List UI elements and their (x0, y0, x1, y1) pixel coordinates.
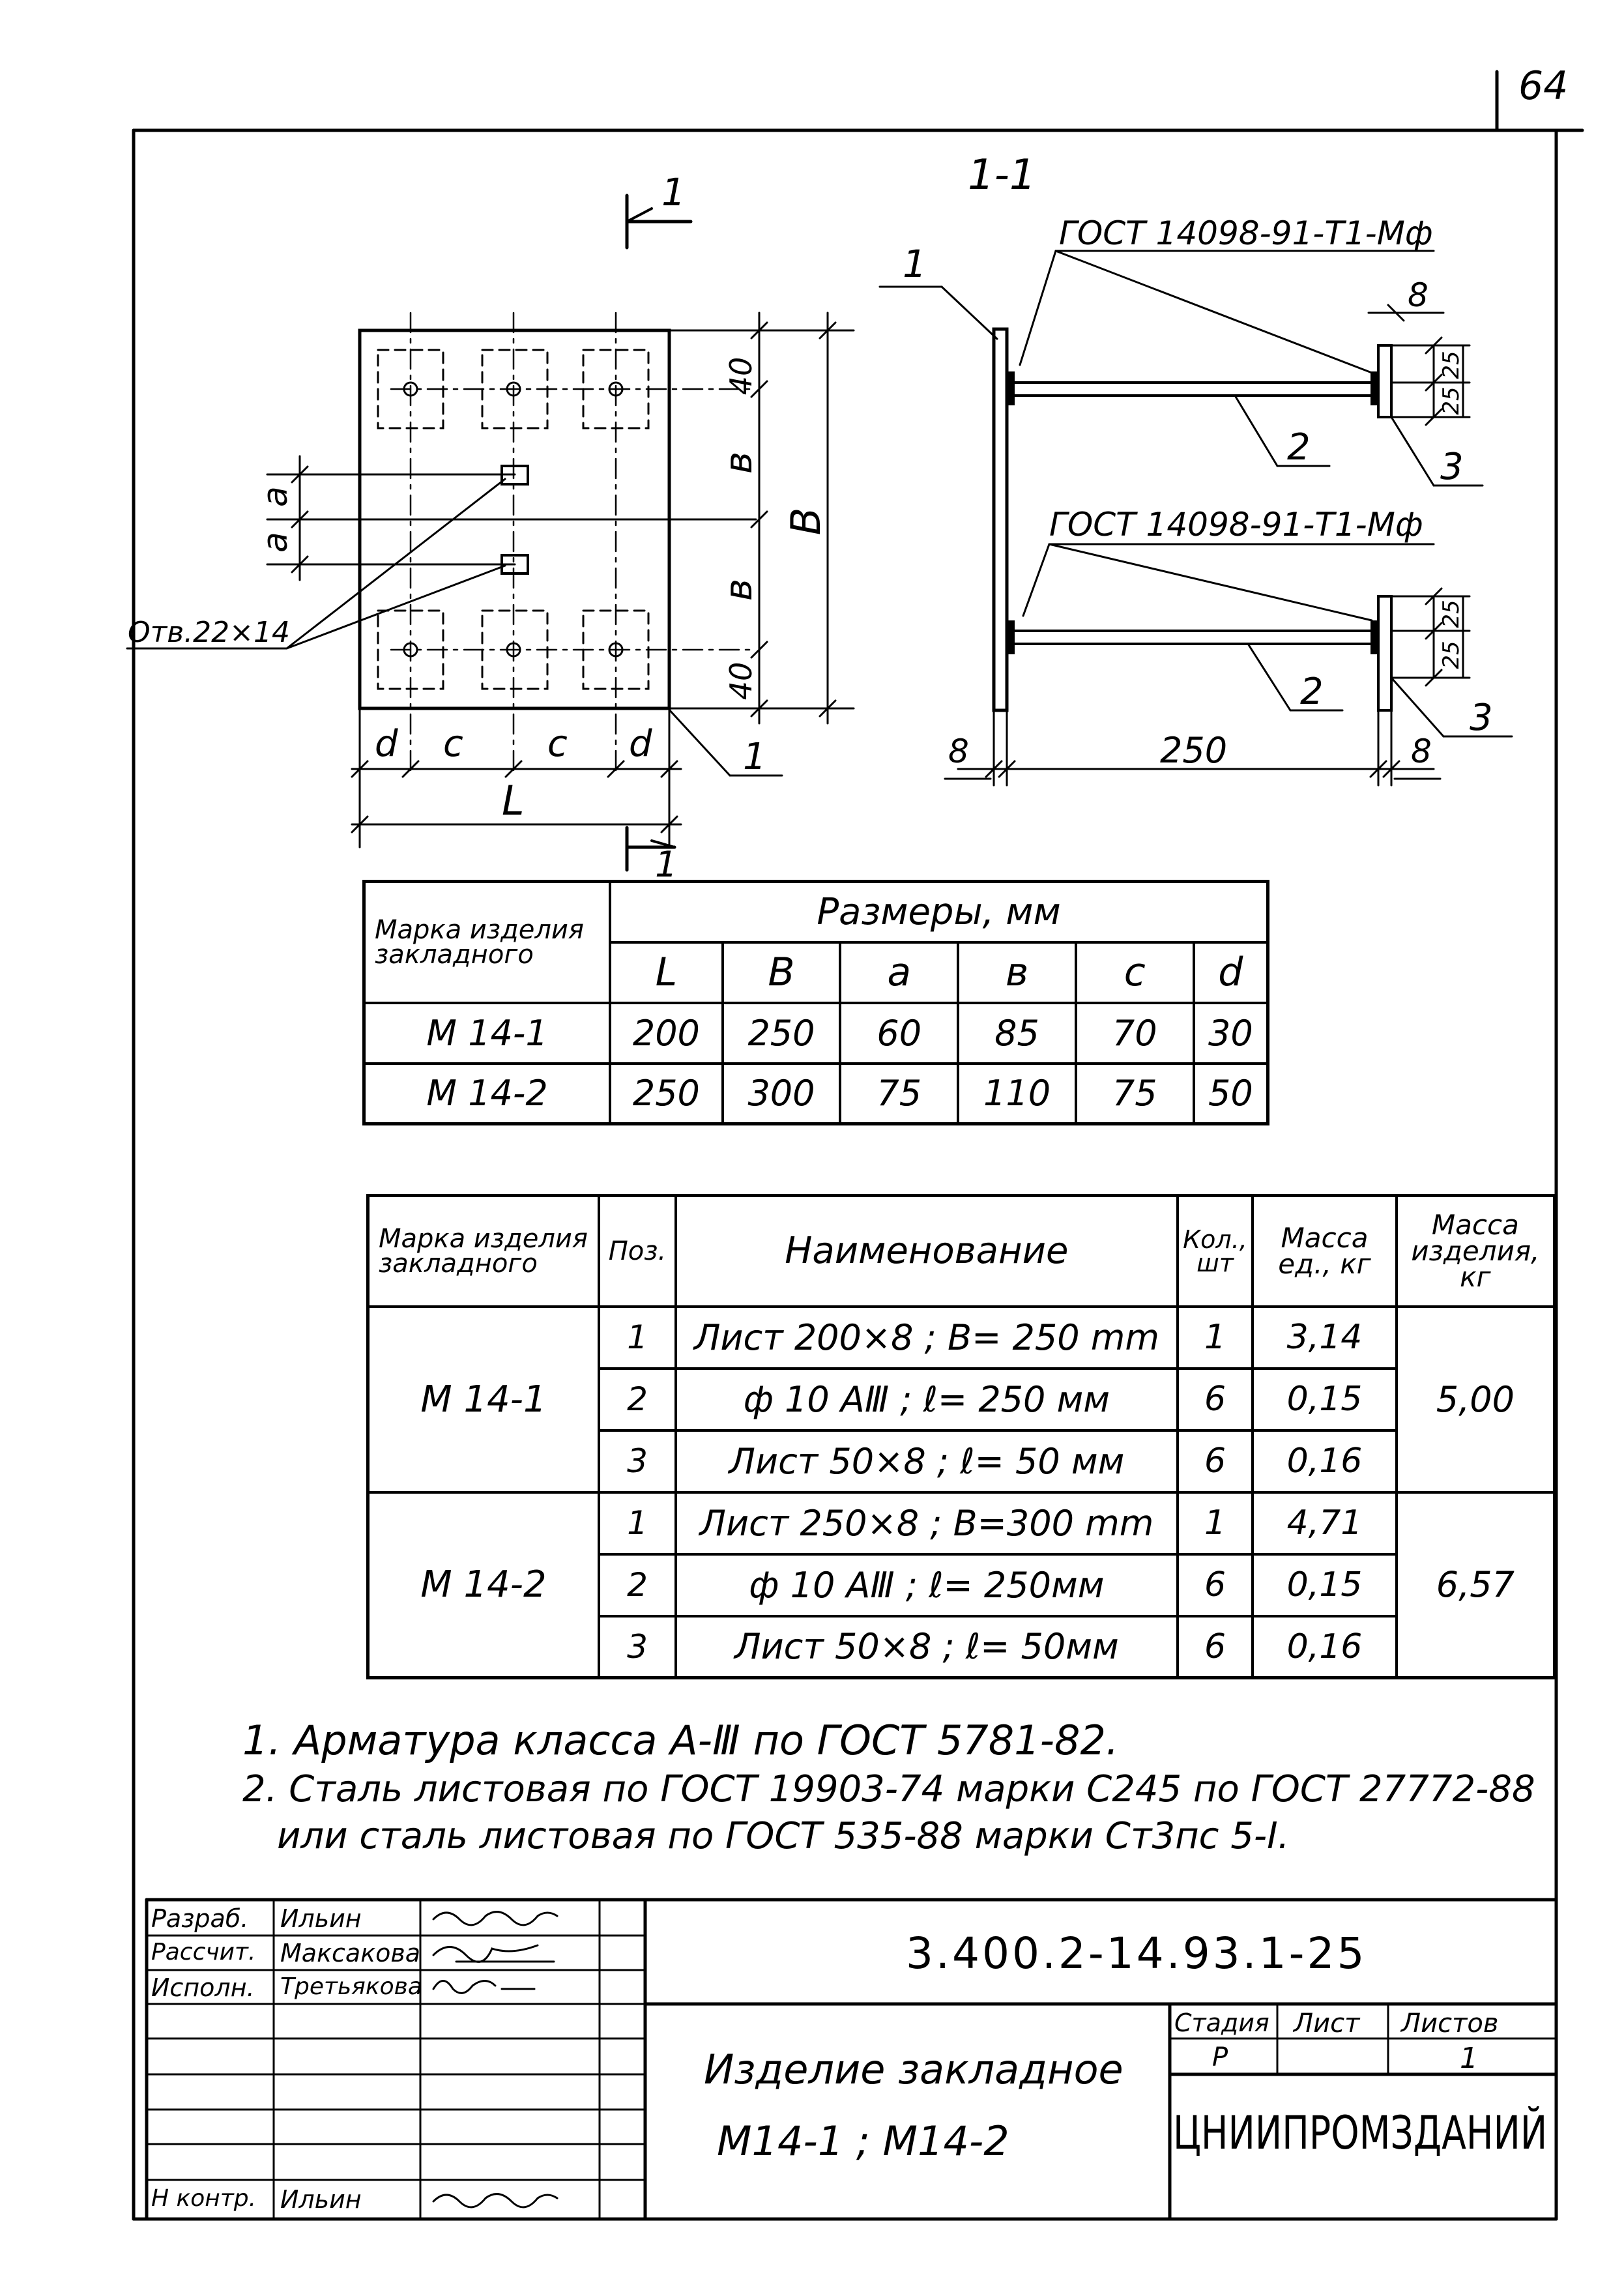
product-marks: М14-1 ; М14-2 (717, 2117, 1009, 2165)
spec-mass: 4,71 (1253, 1492, 1396, 1554)
dim-cell: 70 (1076, 1003, 1194, 1064)
dim-sec-25-c: 25 (1438, 600, 1464, 628)
dim-cell: 30 (1194, 1003, 1268, 1064)
callout-sec-3b: 3 (1470, 697, 1493, 739)
spec-mass: 0,15 (1253, 1554, 1396, 1616)
spec-pos: 3 (599, 1616, 676, 1678)
spec-mass: 0,16 (1253, 1616, 1396, 1678)
dim-sec-250: 250 (1160, 730, 1228, 771)
dim-cell: 250 (610, 1064, 722, 1124)
signature-ilyin-2 (433, 2194, 557, 2207)
spec-qty: 6 (1178, 1369, 1253, 1430)
stage-label: Стадия (1174, 2009, 1269, 2037)
dim-table-sizes-header: Размеры, мм (610, 882, 1268, 942)
section-mark-top: 1 (661, 170, 686, 214)
specification-table (366, 1194, 1556, 1679)
dim-40-bottom: 40 (723, 661, 759, 701)
spec-group-total: 5,00 (1397, 1307, 1555, 1492)
sheets-value: 1 (1460, 2042, 1478, 2075)
dim-a-1: а (256, 486, 295, 507)
dim-cell: 250 (723, 1003, 841, 1064)
section-title: 1-1 (968, 151, 1036, 199)
weld-label-bottom: ГОСТ 14098-91-Т1-Мф (1049, 506, 1423, 544)
dim-L: L (502, 777, 525, 824)
dim-cell: 75 (840, 1064, 958, 1124)
dim-sec-25-a: 25 (1438, 351, 1464, 379)
dimensions-table (362, 880, 1269, 1125)
dim-cell: 110 (958, 1064, 1076, 1124)
spec-mass: 0,15 (1253, 1369, 1396, 1430)
dim-table-row (364, 1064, 1268, 1124)
dim-col-B: В (723, 942, 841, 1003)
spec-name: Лист 50×8 ; ℓ= 50 мм (676, 1430, 1178, 1492)
dim-cell: 60 (840, 1003, 958, 1064)
spec-qty: 6 (1178, 1554, 1253, 1616)
dim-col-L: L (610, 942, 722, 1003)
spec-group-total: 6,57 (1397, 1492, 1555, 1678)
callout-sec-1: 1 (903, 242, 927, 286)
spec-row (368, 1492, 1555, 1554)
dim-cell: 300 (723, 1064, 841, 1124)
dim-sec-8-right: 8 (1411, 733, 1432, 770)
dim-c-2: с (547, 723, 568, 765)
dim-row-mark: М 14-2 (364, 1064, 611, 1124)
spec-header-total-mass: Масса изделия, кг (1397, 1196, 1555, 1307)
dim-cell: 75 (1076, 1064, 1194, 1124)
tb-role: Исполн. (151, 1973, 255, 2002)
callout-sec-2a: 2 (1287, 426, 1311, 469)
dim-col-a: а (840, 942, 958, 1003)
tb-name: Ильин (280, 2185, 362, 2214)
spec-qty: 6 (1178, 1616, 1253, 1678)
spec-pos: 2 (599, 1369, 676, 1430)
spec-pos: 1 (599, 1492, 676, 1554)
sheets-label: Листов (1401, 2009, 1499, 2038)
spec-name: Лист 50×8 ; ℓ= 50мм (676, 1616, 1178, 1678)
section-mark-bottom: 1 (655, 844, 678, 885)
spec-header-unit-mass: Масса ед., кг (1253, 1196, 1396, 1307)
callout-plan-1: 1 (743, 736, 766, 778)
doc-code: 3.400.2-14.93.1-25 (906, 1928, 1367, 1979)
callout-sec-2b: 2 (1300, 671, 1324, 713)
dim-cell: 85 (958, 1003, 1076, 1064)
spec-header-name: Наименование (676, 1196, 1178, 1307)
dim-sec-25-b: 25 (1438, 386, 1464, 415)
spec-qty: 1 (1178, 1492, 1253, 1554)
spec-name: ф 10 АⅢ ; ℓ= 250мм (676, 1554, 1178, 1616)
dim-b-bottom: в (716, 578, 761, 602)
note-2-cont: или сталь листовая по ГОСТ 535-88 марки Ст3пс 5-Ⅰ. (277, 1815, 1290, 1857)
spec-pos: 2 (599, 1554, 676, 1616)
spec-name: ф 10 АⅢ ; ℓ= 250 мм (676, 1369, 1178, 1430)
stage-value: Р (1212, 2042, 1228, 2072)
dim-40-top: 40 (723, 356, 759, 396)
spec-pos: 1 (599, 1307, 676, 1369)
dim-cell: 200 (610, 1003, 722, 1064)
spec-header-qty: Кол., шт (1178, 1196, 1253, 1307)
dim-sec-8-left: 8 (948, 733, 969, 770)
tb-name: Третьякова (280, 1973, 422, 2000)
weld-label-top: ГОСТ 14098-91-Т1-Мф (1059, 214, 1433, 252)
callout-sec-3a: 3 (1440, 446, 1464, 488)
tb-name: Ильин (280, 1904, 362, 1933)
dim-b-top: в (716, 451, 761, 474)
spec-row (368, 1307, 1555, 1369)
tb-role: Рассчит. (151, 1939, 256, 1966)
spec-header-pos: Поз. (599, 1196, 676, 1307)
dim-table-mark-header: Марка изделия закладного (364, 882, 611, 1003)
signature-tretyakova (433, 1981, 534, 1994)
dim-d-right: d (629, 723, 652, 765)
dim-row-mark: М 14-1 (364, 1003, 611, 1064)
note-1: 1. Арматура класса А-Ⅲ по ГОСТ 5781-82. (242, 1717, 1119, 1764)
spec-qty: 6 (1178, 1430, 1253, 1492)
hole-label: Отв.22×14 (128, 616, 291, 649)
tb-role: Н контр. (151, 2185, 257, 2212)
spec-name: Лист 200×8 ; В= 250 mm (676, 1307, 1178, 1369)
organization: ЦНИИПРОМЗДАНИЙ (1173, 2106, 1548, 2160)
spec-name: Лист 250×8 ; В=300 mm (676, 1492, 1178, 1554)
spec-qty: 1 (1178, 1307, 1253, 1369)
spec-group-mark: М 14-1 (368, 1307, 600, 1492)
page-number: 64 (1518, 63, 1569, 109)
dim-c-1: с (443, 723, 463, 765)
spec-header-mark: Марка изделия закладного (368, 1196, 600, 1307)
dim-B-total: В (782, 507, 830, 536)
dim-sec-8-top: 8 (1408, 276, 1428, 314)
dim-col-b: в (958, 942, 1076, 1003)
signature-maksakova (433, 1945, 554, 1962)
note-2: 2. Сталь листовая по ГОСТ 19903-74 марки С245 по ГОСТ 27772-88 (242, 1768, 1535, 1810)
sheet-label: Лист (1294, 2009, 1360, 2038)
dim-col-d: d (1194, 942, 1268, 1003)
spec-group-mark: М 14-2 (368, 1492, 600, 1678)
dim-table-row (364, 1003, 1268, 1064)
dim-cell: 50 (1194, 1064, 1268, 1124)
dim-col-c: с (1076, 942, 1194, 1003)
dim-sec-25-d: 25 (1438, 641, 1464, 669)
spec-mass: 0,16 (1253, 1430, 1396, 1492)
spec-pos: 3 (599, 1430, 676, 1492)
dim-a-2: а (256, 532, 295, 553)
tb-name: Максакова (280, 1939, 421, 1967)
product-title: Изделие закладное (704, 2046, 1124, 2093)
spec-mass: 3,14 (1253, 1307, 1396, 1369)
signature-ilyin-1 (433, 1912, 557, 1925)
dim-d-left: d (375, 723, 398, 765)
tb-role: Разраб. (151, 1904, 249, 1933)
